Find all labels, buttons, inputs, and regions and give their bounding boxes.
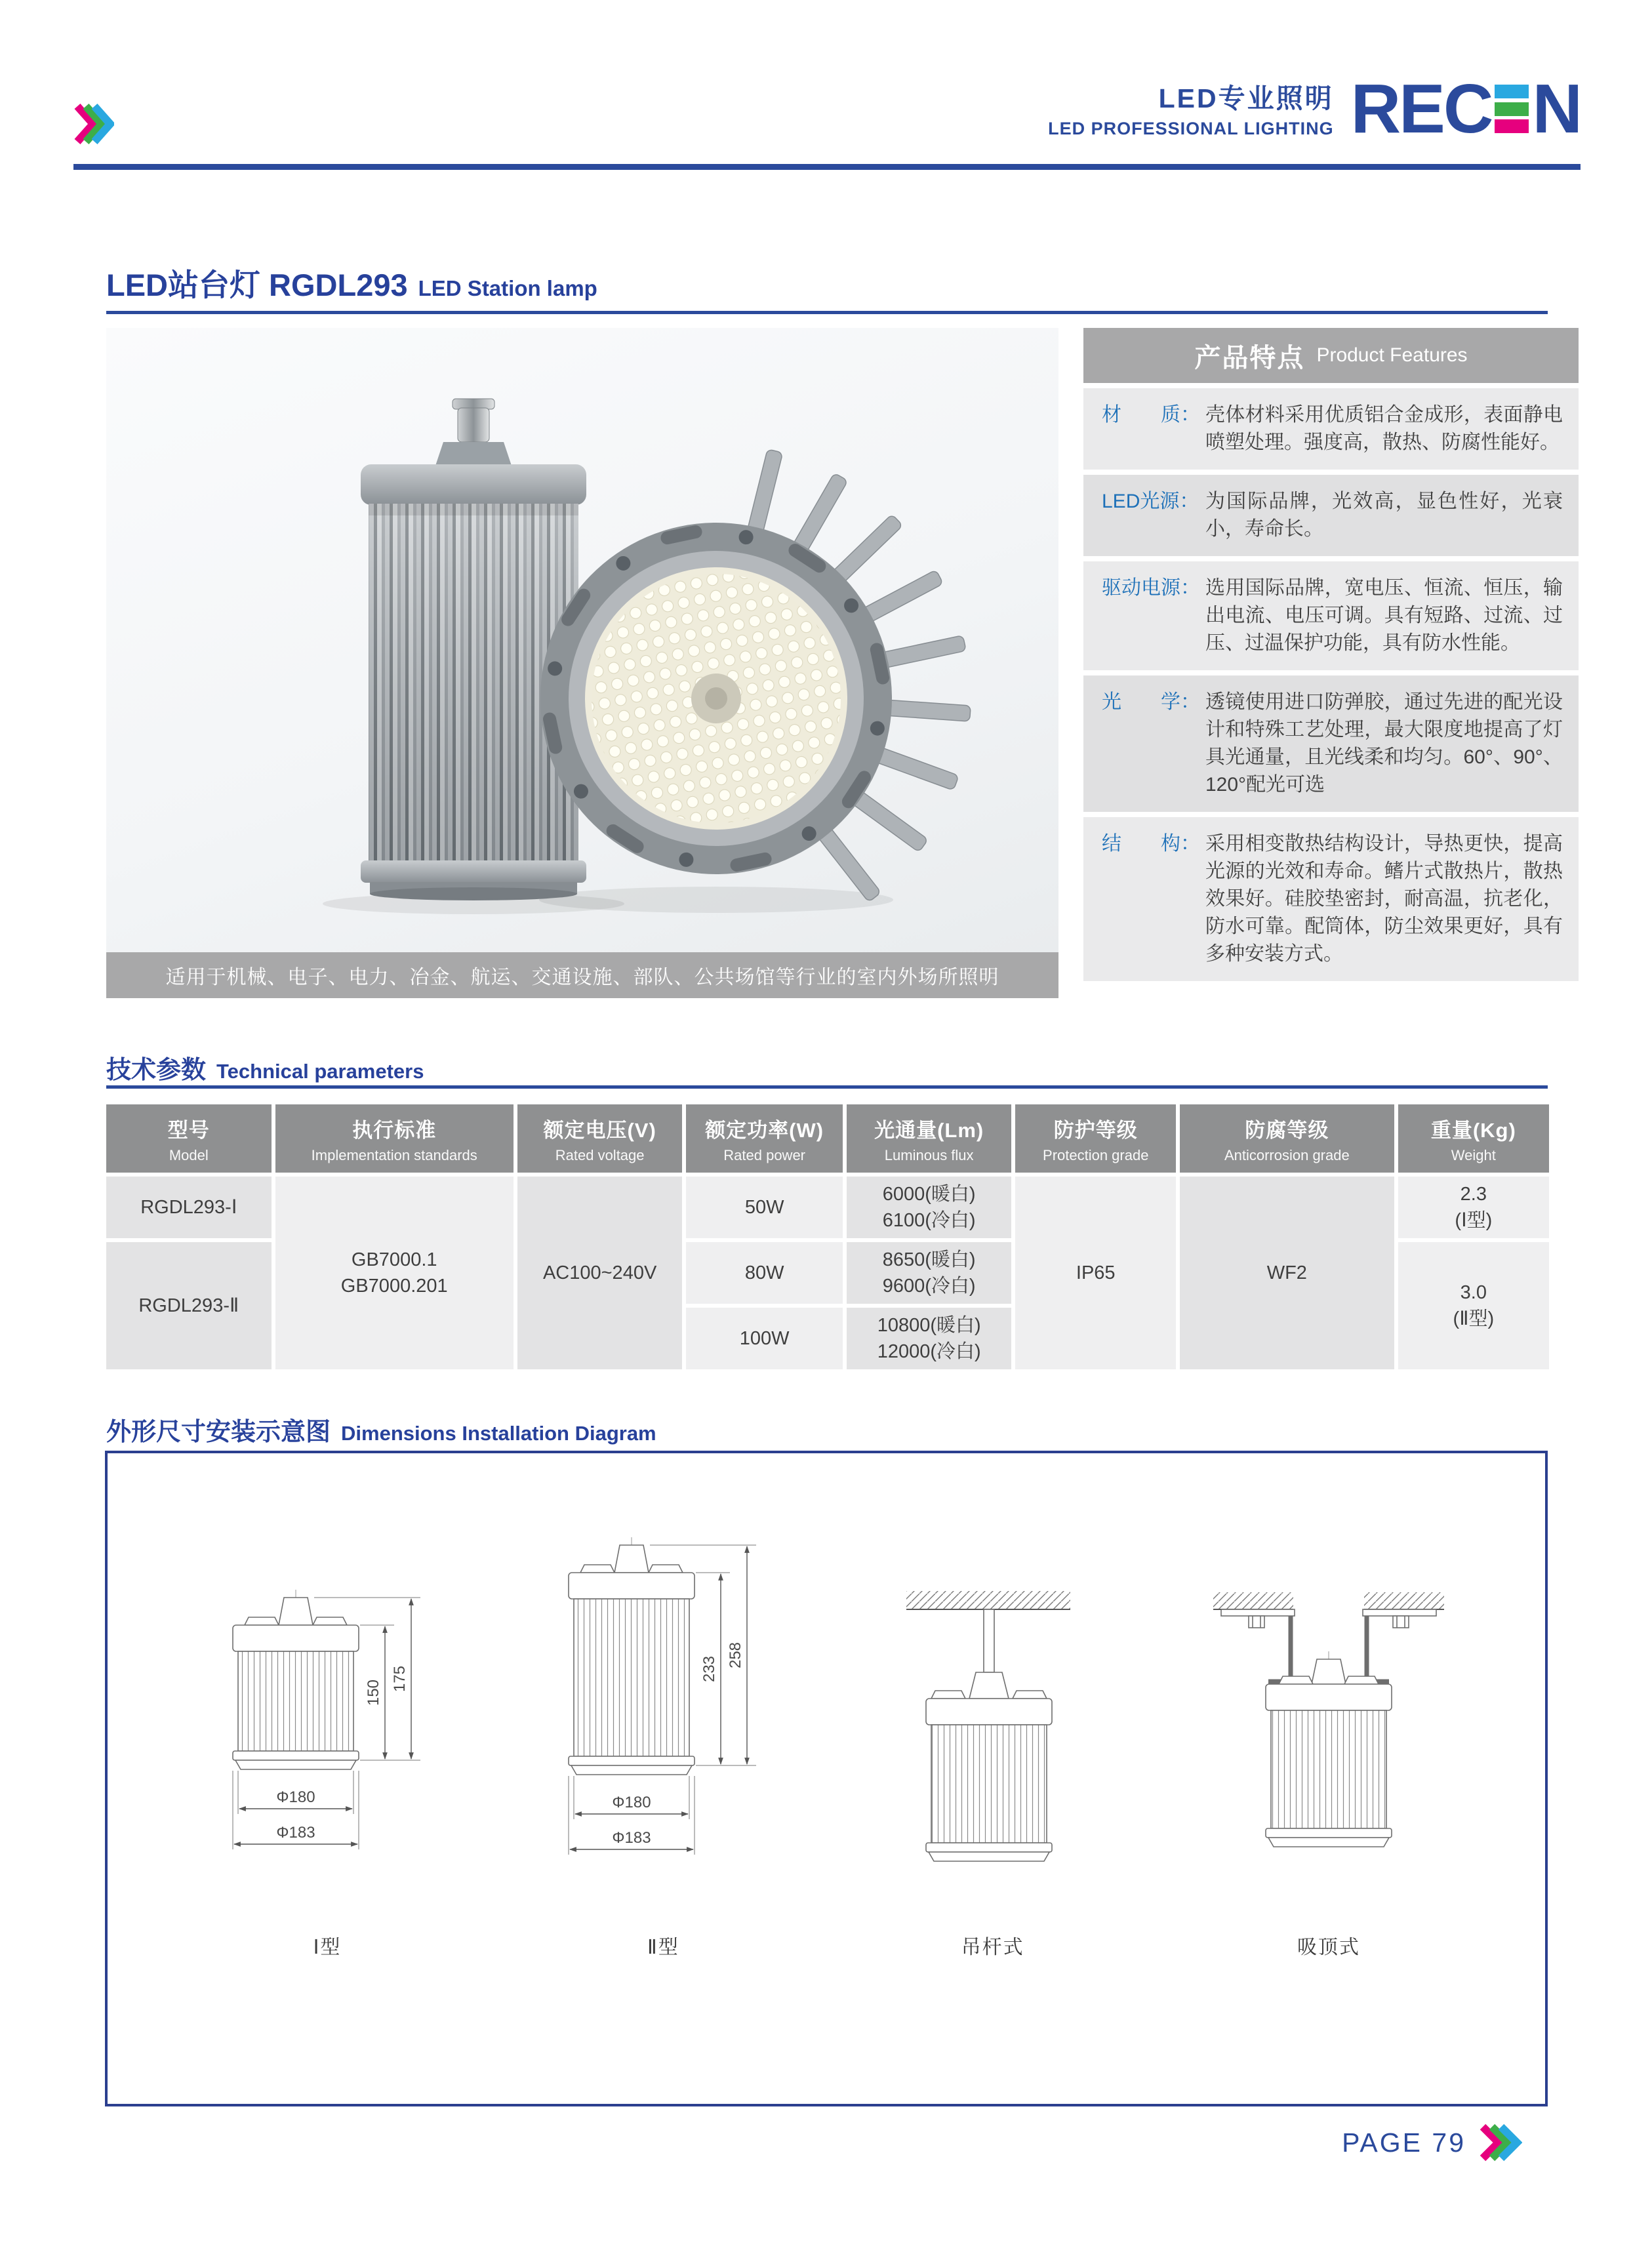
cell-model-2: RGDL293-Ⅱ xyxy=(106,1242,272,1369)
brand-chevron-icon xyxy=(73,102,114,149)
cell-weight-1: 2.3 (Ⅰ型) xyxy=(1398,1177,1549,1238)
dims-heading xyxy=(106,1411,656,1447)
logo-letters-right: N xyxy=(1532,70,1581,148)
feature-structure xyxy=(1083,817,1579,981)
diagram-label: 吸顶式 xyxy=(1297,1937,1360,1958)
feature-text: 采用相变散热结构设计，导热更快，提高光源的光效和寿命。鳍片式散热片，散热效果好。硅胶垫密封，耐高温，抗老化，防水可靠。配筒体，防尘效果更好，具有多种安装方式。 xyxy=(1205,833,1563,965)
feature-label: LED光源： xyxy=(1102,491,1199,512)
feature-material xyxy=(1083,388,1579,470)
col-header-model: 型号 Model xyxy=(106,1104,272,1173)
features-header xyxy=(1083,328,1579,383)
dim-height-outer: 175 xyxy=(391,1665,409,1693)
diagram-type-2 xyxy=(552,1533,775,1960)
col-header-flux: 光通量(Lm) Luminous flux xyxy=(847,1104,1012,1173)
header-rule xyxy=(73,164,1581,170)
tech-params-rule xyxy=(106,1085,1548,1089)
tech-params-heading-en: Technical parameters xyxy=(216,1060,424,1083)
col-header-weight: 重量(Kg) Weight xyxy=(1398,1104,1549,1173)
cell-power-80: 80W xyxy=(686,1242,842,1304)
dims-diagram-box xyxy=(105,1451,1548,2106)
dim-dia-inner: Φ180 xyxy=(276,1788,315,1806)
cell-power-100: 100W xyxy=(686,1308,842,1369)
page-title xyxy=(106,261,597,305)
diagram-type-1 xyxy=(216,1586,439,1960)
brand-block xyxy=(1048,70,1581,148)
recen-logo xyxy=(1350,70,1581,148)
diagram-pendant-mount xyxy=(888,1586,1098,1960)
page-title-en: LED Station lamp xyxy=(418,276,597,300)
tech-params-heading xyxy=(106,1049,424,1085)
tech-params-table xyxy=(106,1104,1549,1369)
feature-text: 透镜使用进口防弹胶，通过先进的配光设计和特殊工艺处理，最大限度地提高了灯具光通量，且光线柔和均匀。60°、90°、120°配光可选 xyxy=(1205,691,1563,796)
brand-tagline-en: LED PROFESSIONAL LIGHTING xyxy=(1048,119,1334,138)
tech-params-heading-cn: 技术参数 xyxy=(106,1057,207,1084)
col-header-voltage: 额定电压(V) Rated voltage xyxy=(517,1104,683,1173)
cell-power-50: 50W xyxy=(686,1177,842,1238)
dim-height-inner: 150 xyxy=(365,1679,382,1706)
cell-standards: GB7000.1 GB7000.201 xyxy=(275,1177,514,1369)
logo-e-squares-icon xyxy=(1495,85,1529,133)
title-rule xyxy=(106,311,1548,314)
col-header-protection: 防护等级 Protection grade xyxy=(1015,1104,1176,1173)
diagram-label: Ⅰ型 xyxy=(313,1937,342,1958)
page-number: PAGE 79 xyxy=(1342,2127,1466,2158)
feature-driver xyxy=(1083,561,1579,670)
dims-heading-en: Dimensions Installation Diagram xyxy=(341,1422,656,1445)
feature-text: 选用国际品牌，宽电压、恒流、恒压，输出电流、电压可调。具有短路、过流、过压、过温保护功能，具有防水性能。 xyxy=(1205,577,1563,654)
feature-text: 为国际品牌，光效高，显色性好，光衰小，寿命长。 xyxy=(1205,491,1563,540)
footer-chevron-icon xyxy=(1479,2124,1522,2162)
dim-height-outer: 258 xyxy=(727,1642,745,1669)
col-header-anticorrosion: 防腐等级 Anticorrosion grade xyxy=(1180,1104,1394,1173)
diagram-label: 吊杆式 xyxy=(961,1937,1024,1958)
features-header-en: Product Features xyxy=(1316,344,1468,366)
cell-anticorrosion: WF2 xyxy=(1180,1177,1394,1369)
feature-text: 壳体材料采用优质铝合金成形，表面静电喷塑处理。强度高，散热、防腐性能好。 xyxy=(1205,404,1563,453)
brand-tagline-cn: LED专业照明 xyxy=(1158,83,1334,113)
col-header-power: 额定功率(W) Rated power xyxy=(686,1104,842,1173)
cell-flux-3: 10800(暖白) 12000(冷白) xyxy=(847,1308,1012,1369)
dim-height-inner: 233 xyxy=(700,1655,719,1683)
dim-dia-inner: Φ180 xyxy=(612,1794,651,1811)
cell-model-1: RGDL293-Ⅰ xyxy=(106,1177,272,1238)
page-title-cn: LED站台灯 RGDL293 xyxy=(106,268,408,302)
feature-led-source xyxy=(1083,475,1579,556)
diagram-label: Ⅱ型 xyxy=(647,1937,679,1958)
dim-dia-outer: Φ183 xyxy=(276,1824,315,1842)
feature-label: 驱动电源： xyxy=(1102,577,1200,599)
cell-flux-2: 8650(暖白) 9600(冷白) xyxy=(847,1242,1012,1304)
feature-label: 光 学： xyxy=(1102,691,1200,713)
product-photo xyxy=(106,328,1058,952)
dim-dia-outer: Φ183 xyxy=(612,1829,651,1847)
cell-voltage: AC100~240V xyxy=(517,1177,683,1369)
diagram-ceiling-mount xyxy=(1211,1586,1447,1960)
page-footer xyxy=(1342,2124,1522,2162)
feature-optics xyxy=(1083,675,1579,812)
product-caption: 适用于机械、电子、电力、冶金、航运、交通设施、部队、公共场馆等行业的室内外场所照明 xyxy=(106,952,1058,998)
feature-label: 材 质： xyxy=(1102,404,1200,426)
feature-label: 结 构： xyxy=(1102,833,1200,855)
cell-protection: IP65 xyxy=(1015,1177,1176,1369)
product-photo-panel xyxy=(106,328,1058,998)
features-header-cn: 产品特点 xyxy=(1194,343,1305,373)
logo-letters-left: REC xyxy=(1350,70,1492,148)
cell-weight-2: 3.0 (Ⅱ型) xyxy=(1398,1242,1549,1369)
features-panel xyxy=(1083,328,1579,986)
dims-heading-cn: 外形尺寸安装示意图 xyxy=(106,1419,331,1446)
col-header-standards: 执行标准 Implementation standards xyxy=(275,1104,514,1173)
cell-flux-1: 6000(暖白) 6100(冷白) xyxy=(847,1177,1012,1238)
